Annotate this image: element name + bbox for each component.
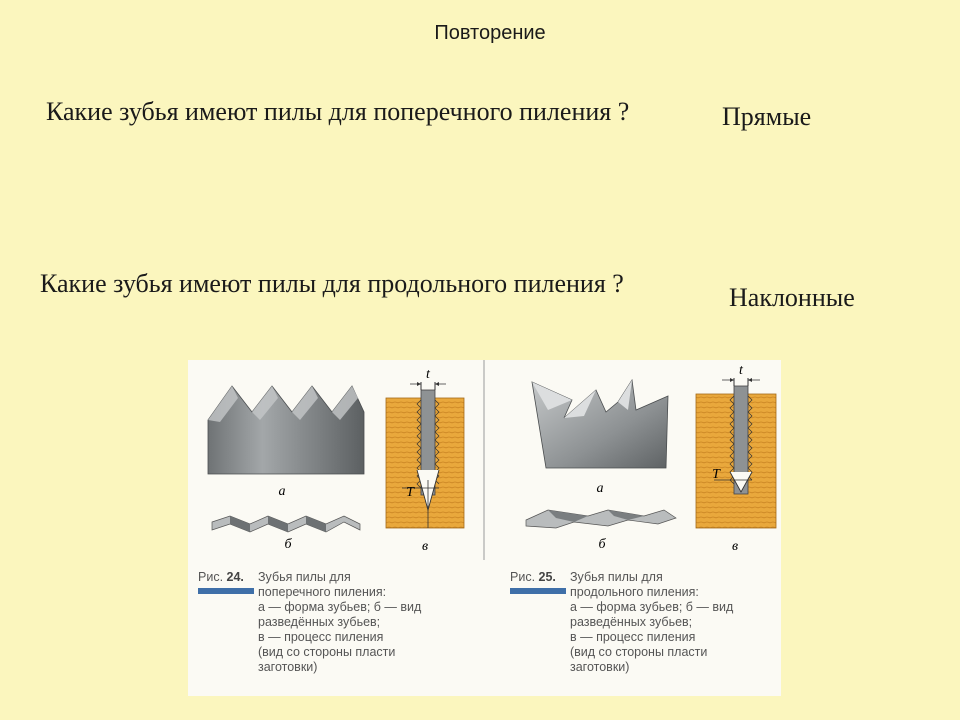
caption-line: разведённых зубьев; <box>570 615 693 629</box>
caption-line: а — форма зубьев; б — вид <box>570 600 734 614</box>
caption-text-left <box>258 570 478 675</box>
slide-title: Повторение <box>434 22 546 44</box>
caption-text-right <box>570 570 775 675</box>
rip-sawing-process <box>696 378 776 528</box>
crosscut-teeth-set <box>212 516 360 532</box>
fig-num-left: 24. <box>226 570 244 584</box>
label-v-right: в <box>731 539 739 554</box>
caption-line: Зубья пилы для <box>258 570 351 584</box>
caption-line: а — форма зубьев; б — вид <box>258 600 422 614</box>
caption-bar-right <box>510 588 566 594</box>
caption-line: разведённых зубьев; <box>258 615 381 629</box>
caption-line: продольного пиления: <box>570 585 699 599</box>
question-crosscut: Какие зубья имеют пилы для поперечного пиления ? <box>46 97 630 126</box>
caption-line: (вид со стороны пласти <box>258 645 396 659</box>
label-a-left: а <box>278 484 286 499</box>
answer-rip: Наклонные <box>729 283 855 312</box>
caption-line: (вид со стороны пласти <box>570 645 708 659</box>
dim-T-left: T <box>406 485 414 500</box>
caption-line: в — процесс пиления <box>258 630 384 644</box>
caption-line: заготовки) <box>258 660 318 674</box>
caption-line: Зубья пилы для <box>570 570 663 584</box>
rip-teeth-set <box>526 510 676 528</box>
dim-T-right: T <box>712 467 720 482</box>
label-b-right: б <box>598 537 606 552</box>
textbook-figure <box>188 360 781 696</box>
fig-num-right: 25. <box>538 570 556 584</box>
rip-teeth-shape <box>532 380 668 468</box>
caption-right <box>510 570 556 585</box>
question-rip: Какие зубья имеют пилы для продольного пиления ? <box>40 269 624 298</box>
crosscut-sawing-process <box>386 382 464 528</box>
caption-line: в — процесс пиления <box>570 630 696 644</box>
label-v-left: в <box>421 539 429 554</box>
label-b-left: б <box>284 537 292 552</box>
label-a-right: а <box>596 481 604 496</box>
answer-crosscut: Прямые <box>722 102 812 131</box>
caption-line: заготовки) <box>570 660 630 674</box>
caption-left <box>198 570 244 585</box>
dim-t-right: t <box>739 363 743 378</box>
fig-label-left: Рис. <box>198 570 224 584</box>
caption-bar-left <box>198 588 254 594</box>
crosscut-teeth-shape <box>208 386 364 474</box>
caption-line: поперечного пиления: <box>258 585 387 599</box>
dim-t-left: t <box>426 367 430 382</box>
fig-label-right: Рис. <box>510 570 536 584</box>
